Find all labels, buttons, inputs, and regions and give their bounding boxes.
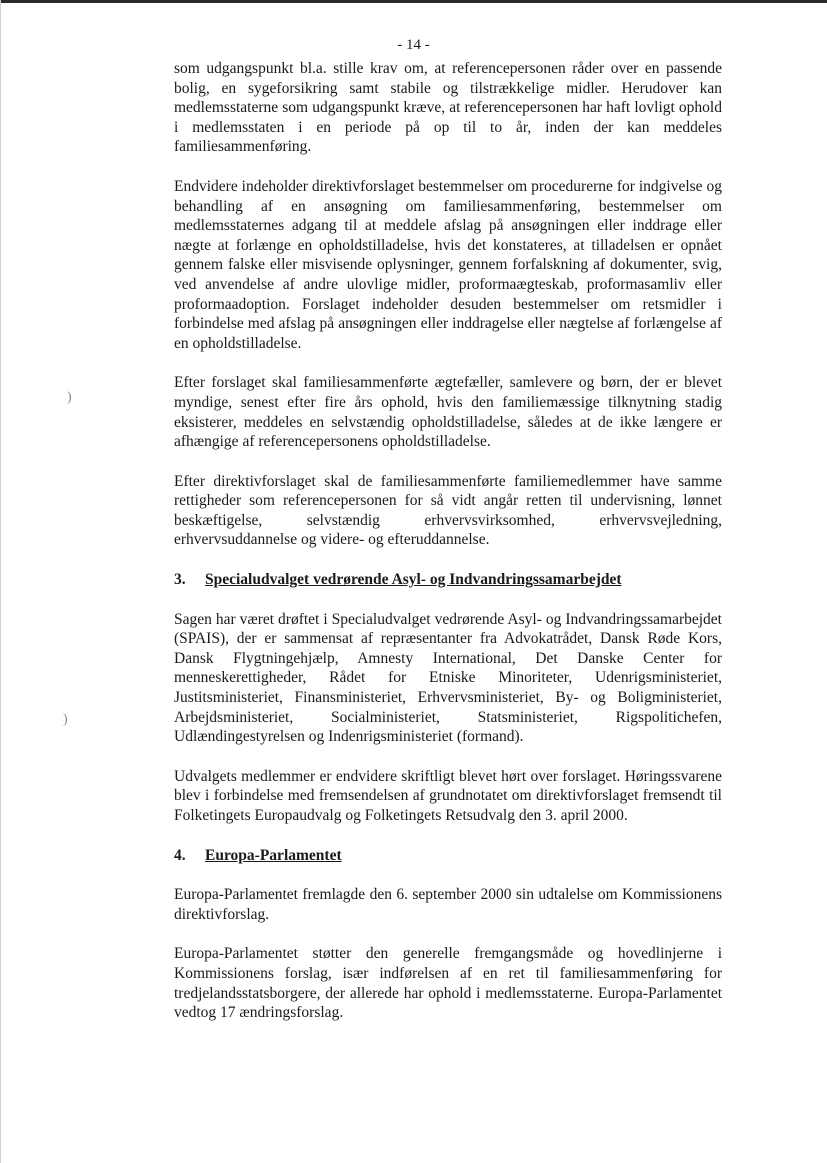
paragraph: Endvidere indeholder direktivforslaget bestemmelser om procedurerne for indgivelse og behandling af en ansøgning om familiesammenføring, bestemmelser om medlemsstaternes adgang til at meddele afslag på ansøgningen eller inddrage eller nægte at forlænge en opholdstilladelse, hvis det konstateres, at tilladelsen er opnået gennem falske eller misvisende oplysninger, gennem forfalskning af dokumenter, svig, ved anvendelse af andre ulovlige midler, proformaægteskab, proformasamliv eller proformaadoption. Forslaget indeholder desuden bestemmelser om retsmidler i forbindelse med afslag på ansøgningen eller inddragelse eller nægtelse af forlængelse af en opholdstilladelse. bbox=[174, 177, 722, 352]
margin-bracket-mark: ) bbox=[67, 390, 72, 405]
section-heading bbox=[174, 570, 722, 590]
paragraph: Efter forslaget skal familiesammenførte ægtefæller, samlevere og børn, der er blevet myndige, senest efter fire års ophold, hvis den familiemæssige tilknytning stadig eksisterer, meddeles en selvstændig opholdstilladelse, således at de ikke længere er afhængige af referencepersonens opholdstilladelse. bbox=[174, 374, 722, 451]
section-title: Europa-Parlamentet bbox=[205, 846, 342, 864]
margin-bracket-mark: ) bbox=[63, 712, 68, 727]
paragraph: Sagen har været drøftet i Specialudvalget vedrørende Asyl- og Indvandringssamarbejdet (SPAIS), der er sammensat af repræsentanter fra Advokatrådet, Dansk Røde Kors, Dansk Flygtningehjælp, Amnesty International, Det Danske Center for menneskerettigheder, Rådet for Etniske Minoriteter, Udenrigsministeriet, Justitsministeriet, Finansministeriet, Erhvervsministeriet, By- og Boligministeriet, Arbejdsministeriet, Socialministeriet, Statsministeriet, Rigspolitichefen, Udlændingestyrelsen og Indenrigsministeriet (formand). bbox=[174, 610, 722, 746]
document-body bbox=[174, 59, 722, 1043]
paragraph: Efter direktivforslaget skal de familiesammenførte familiemedlemmer have samme rettigheder som referencepersonen for så vidt angår retten til undervisning, lønnet beskæftigelse, selvstændig erhvervsvirksomhed, erhvervsvejledning, erhvervsuddannelse og videre- og efteruddannelse. bbox=[174, 472, 722, 549]
page-number: - 14 - bbox=[397, 37, 430, 53]
section-number: 3. bbox=[174, 571, 186, 589]
scan-edge-left bbox=[0, 0, 1, 1163]
paragraph: Udvalgets medlemmer er endvidere skriftligt blevet hørt over forslaget. Høringssvarene blev i forbindelse med fremsendelsen af grundnotatet om direktivforslaget fremsendt til Folketingets Europaudvalg og Folketingets Retsudvalg den 3. april 2000. bbox=[174, 767, 722, 824]
section-number: 4. bbox=[174, 846, 186, 864]
paragraph: som udgangspunkt bl.a. stille krav om, at referencepersonen råder over en passende bolig, en sygeforsikring samt stabile og tilstrækkelige midler. Herudover kan medlemsstaterne som udgangspunkt kræve, at referencepersonen har haft lovligt ophold i medlemsstaten i en periode på op til to år, inden der kan meddeles familiesammenføring. bbox=[174, 60, 722, 156]
scan-edge-top bbox=[0, 0, 827, 3]
section-heading bbox=[174, 846, 722, 866]
section-title: Specialudvalget vedrørende Asyl- og Indvandringssamarbejdet bbox=[205, 571, 622, 589]
paragraph: Europa-Parlamentet fremlagde den 6. september 2000 sin udtalelse om Kommissionens direktivforslag. bbox=[174, 886, 722, 923]
paragraph: Europa-Parlamentet støtter den generelle fremgangsmåde og hovedlinjerne i Kommissionens forslag, især indførelsen af en ret til familiesammenføring for tredjelandsstatsborgere, der allerede har ophold i medlemsstaterne. Europa-Parlamentet vedtog 17 ændringsforslag. bbox=[174, 945, 722, 1022]
